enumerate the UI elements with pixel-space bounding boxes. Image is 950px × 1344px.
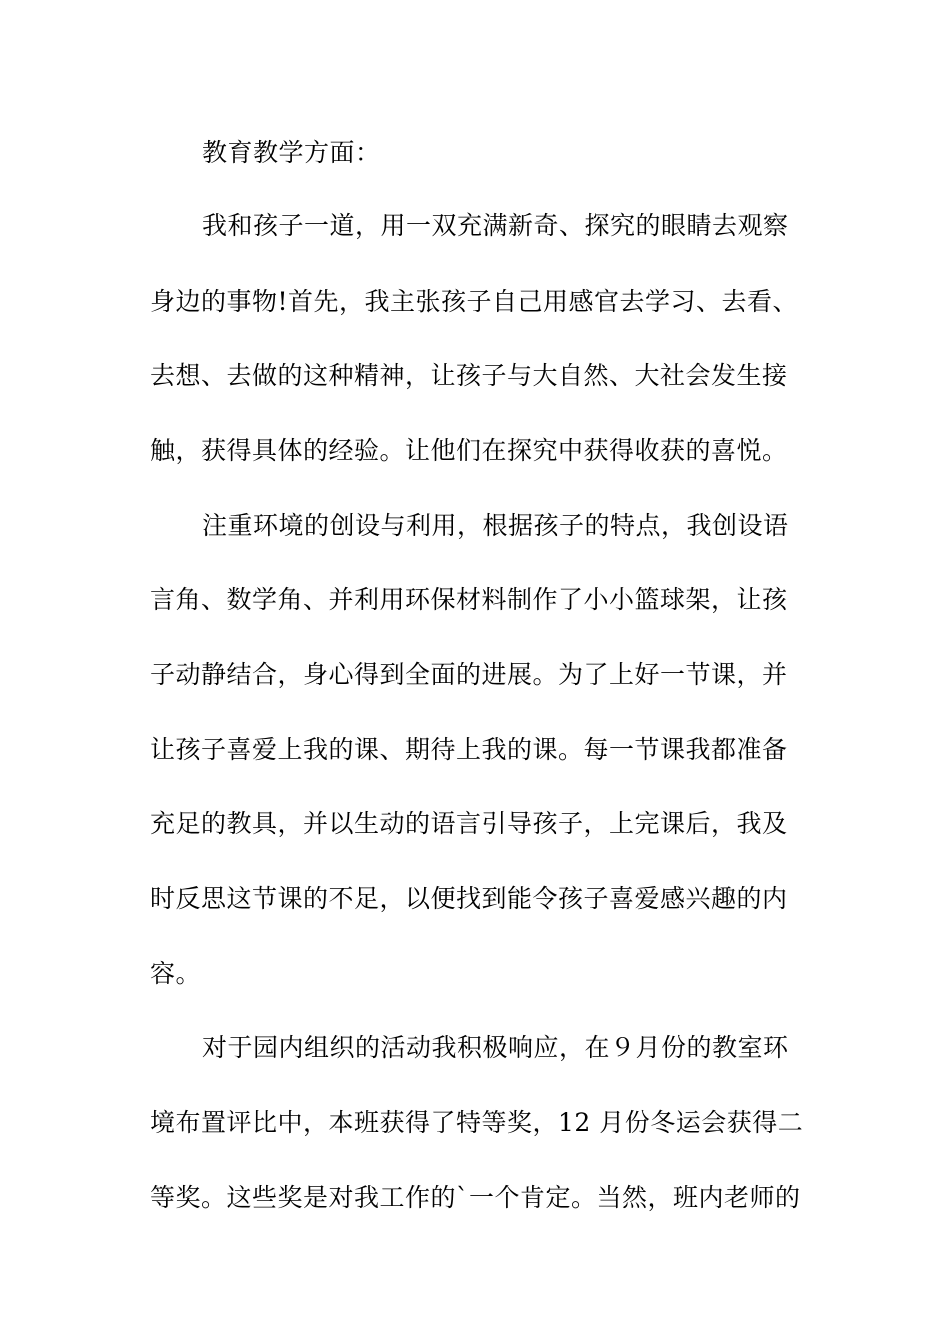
paragraph-2-line-1: 注重环境的创设与利用，根据孩子的特点，我创设语 — [202, 511, 789, 540]
section-heading: 教育教学方面： — [202, 138, 381, 167]
paragraph-2-line-2: 言角、数学角、并利用环保材料制作了小小篮球架，让孩 — [150, 585, 788, 614]
paragraph-3-line-2: 境布置评比中，本班获得了特等奖，12 月份冬运会获得二 — [150, 1108, 804, 1137]
paragraph-2-line-4: 让孩子喜爱上我的课、期待上我的课。每一节课我都准备 — [150, 735, 788, 764]
paragraph-3-line-3: 等奖。这些奖是对我工作的`一个肯定。当然，班内老师的 — [150, 1183, 801, 1212]
paragraph-2-line-7: 容。 — [150, 959, 202, 988]
paragraph-3-line-1: 对于园内组织的活动我积极响应，在９月份的教室环 — [202, 1033, 789, 1062]
paragraph-1-line-4: 触，获得具体的经验。让他们在探究中获得收获的喜悦。 — [150, 436, 788, 465]
paragraph-2-line-3: 子动静结合，身心得到全面的进展。为了上好一节课，并 — [150, 660, 788, 689]
paragraph-1-line-2: 身边的事物!首先，我主张孩子自己用感官去学习、去看、 — [150, 287, 799, 316]
paragraph-2-line-6: 时反思这节课的不足，以便找到能令孩子喜爱感兴趣的内 — [150, 884, 788, 913]
paragraph-1-line-1: 我和孩子一道，用一双充满新奇、探究的眼睛去观察 — [202, 211, 789, 240]
paragraph-2-line-5: 充足的教具，并以生动的语言引导孩子，上完课后，我及 — [150, 809, 788, 838]
paragraph-1-line-3: 去想、去做的这种精神，让孩子与大自然、大社会发生接 — [150, 361, 788, 390]
